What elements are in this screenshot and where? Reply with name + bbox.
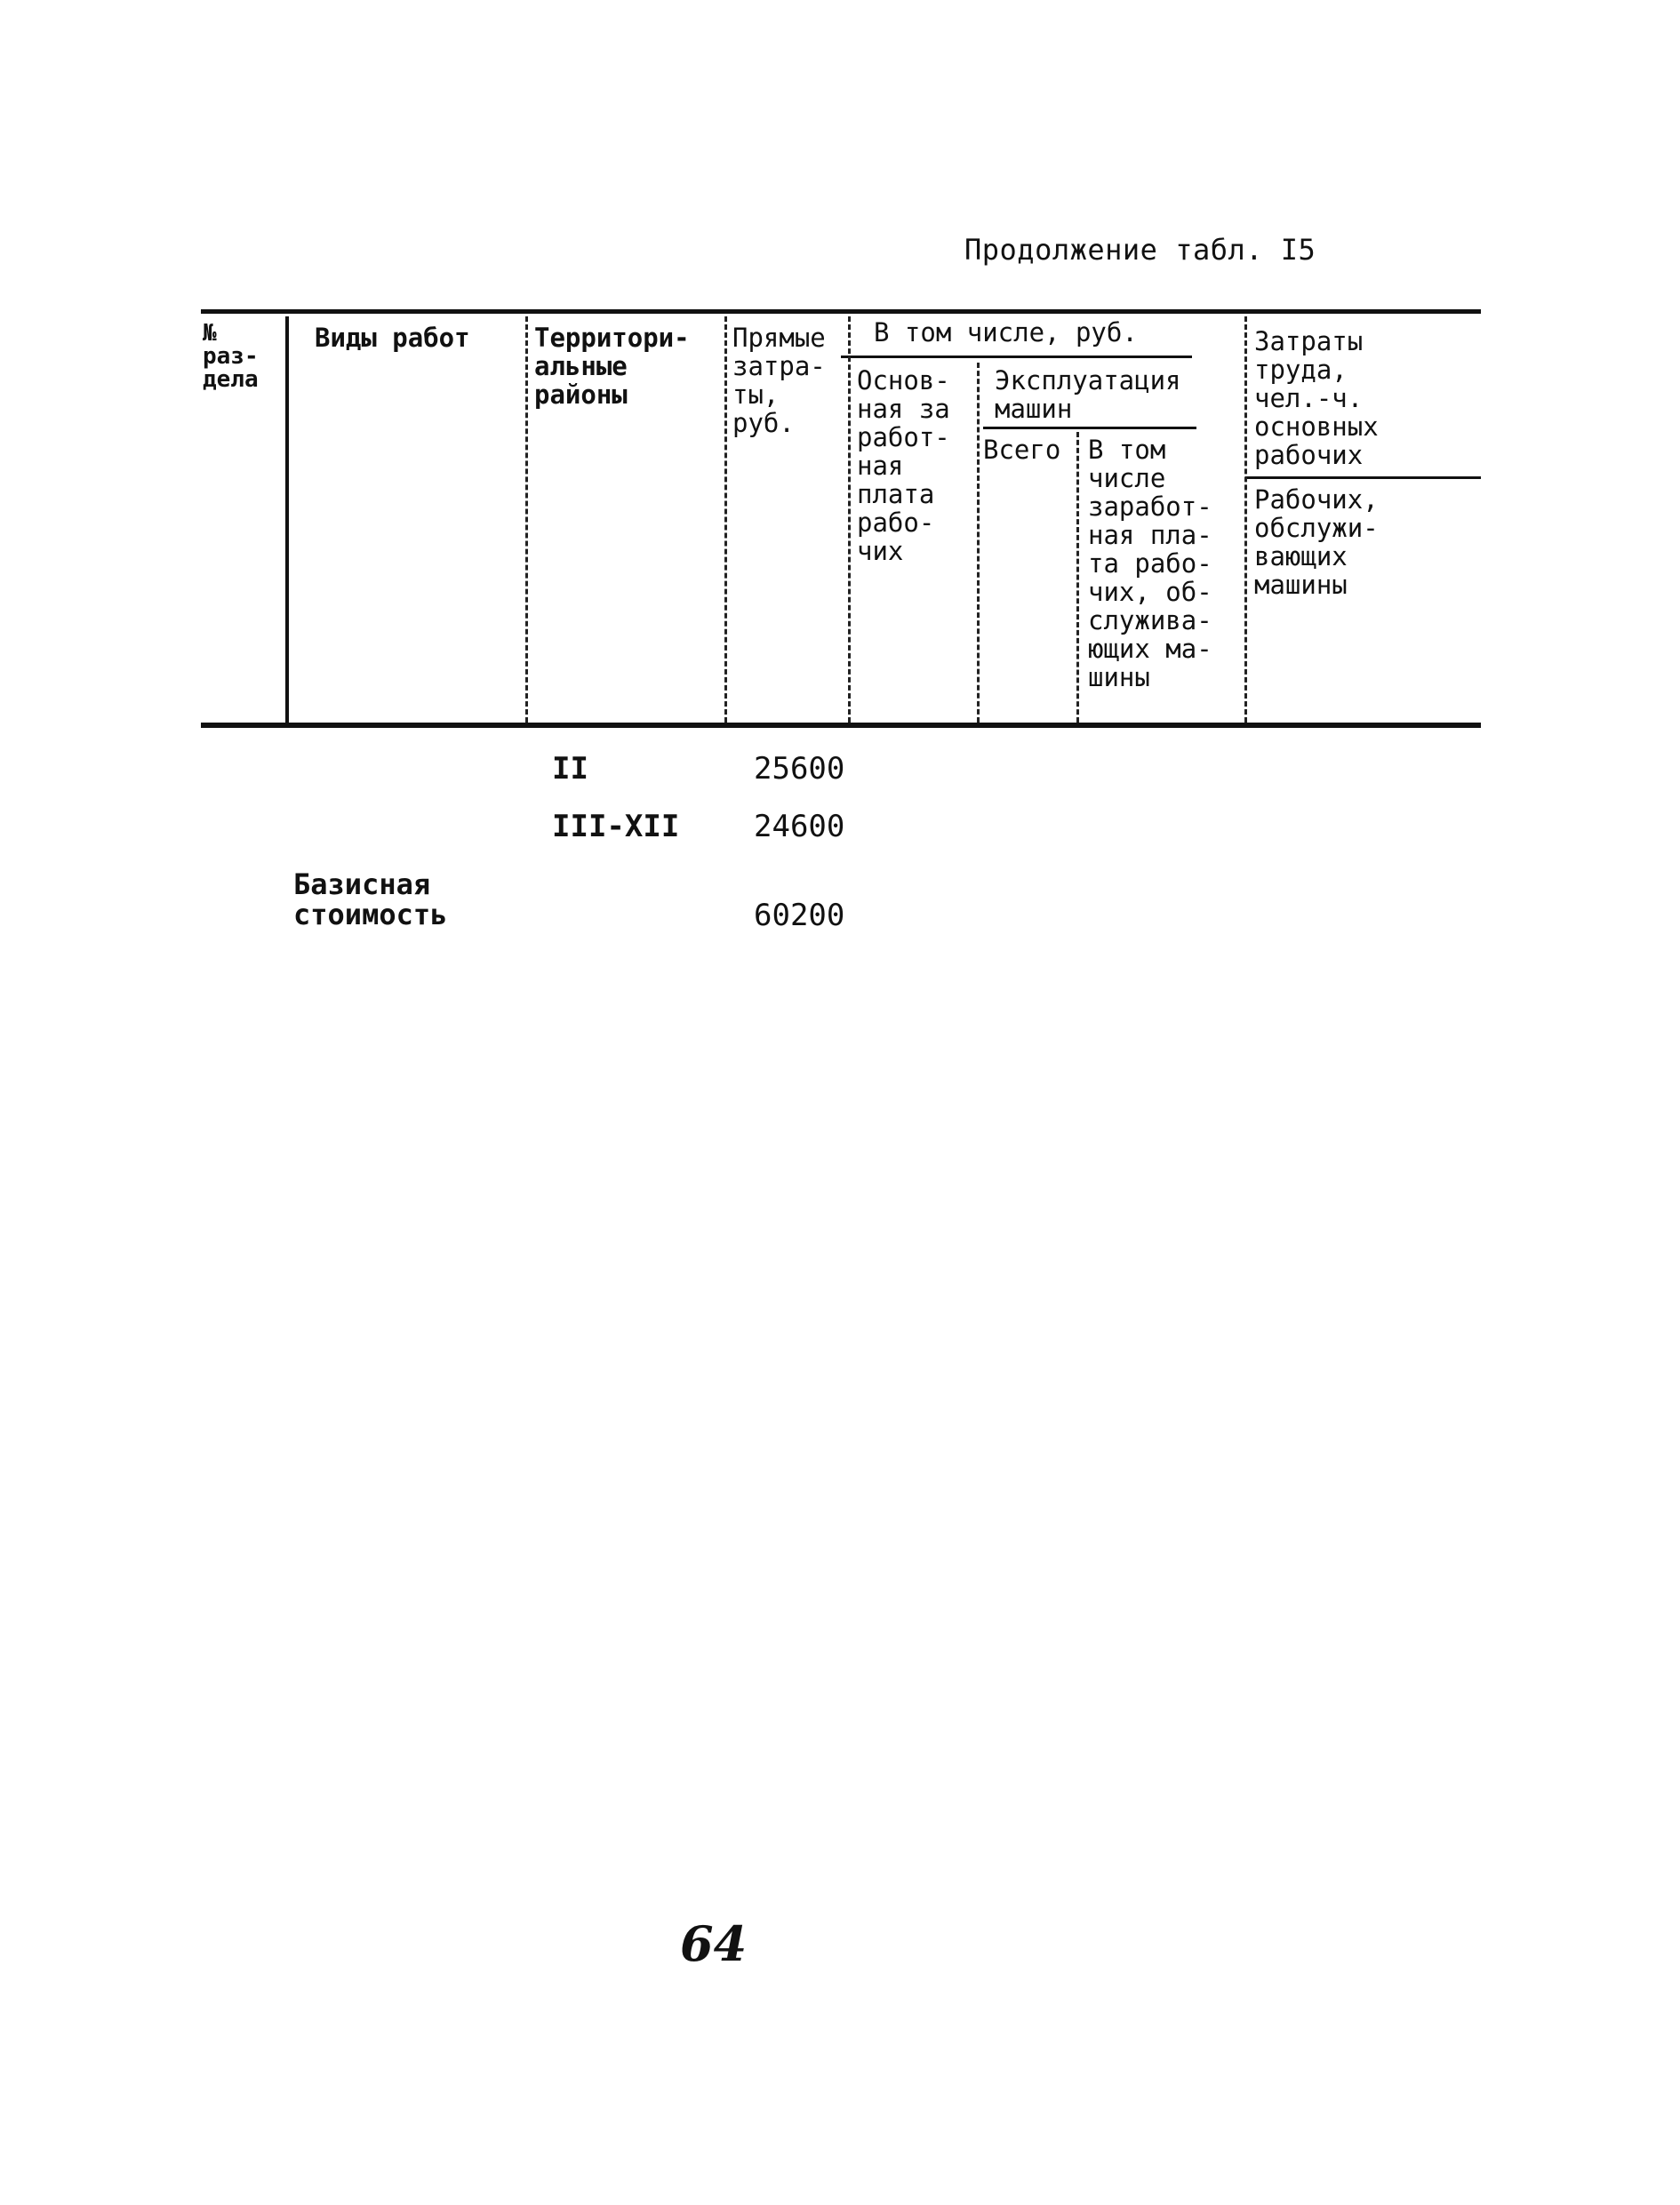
column-divider: [848, 316, 851, 723]
column-divider: [1244, 316, 1247, 723]
column-divider: [285, 316, 289, 723]
column-header-section-number: № раз- дела: [203, 320, 259, 393]
table-row-territory: II: [552, 751, 588, 787]
base-cost-label: Базисная стоимость: [293, 867, 448, 931]
table-row-direct-cost: 24600: [754, 809, 845, 844]
column-header-direct-costs: Прямые затра- ты, руб.: [732, 323, 826, 438]
table-header-bottom-rule: [201, 723, 1481, 728]
table-row-territory: III-XII: [552, 809, 680, 844]
column-header-territorial-regions: Территори- альные районы: [534, 323, 690, 410]
table-continuation-caption: Продолжение табл. I5: [964, 233, 1316, 267]
zatraty-rule: [1245, 476, 1481, 479]
column-divider: [1076, 432, 1079, 723]
column-header-including: В том числе, руб.: [874, 317, 1138, 348]
column-divider: [525, 316, 528, 723]
column-header-base-wages: Основ- ная за работ- ная плата рабо- чих: [857, 365, 950, 566]
column-header-machine-operation: Эксплуатация машин: [995, 365, 1181, 424]
table-header: [201, 309, 1481, 727]
column-header-operator-wages: В том числе заработ- ная пла- та рабо- чих, об- служива- ющих ма- шины: [1088, 435, 1212, 692]
column-header-labor-costs: Затраты труда, чел.-ч. основных рабочих: [1254, 326, 1379, 470]
column-header-machine-workers: Рабочих, обслужи- вающих машины: [1254, 484, 1379, 600]
column-header-total: Всего: [983, 435, 1061, 465]
base-cost-value: 60200: [754, 898, 845, 933]
column-divider: [977, 363, 980, 723]
column-divider: [724, 316, 727, 723]
v-tom-chisle-rule: [841, 356, 1192, 358]
table-row-direct-cost: 25600: [754, 751, 845, 787]
page-number: 64: [680, 1915, 748, 1972]
column-header-work-types: Виды работ: [315, 323, 470, 353]
ekspluatatsiya-rule: [983, 427, 1196, 429]
table-top-rule: [201, 309, 1481, 314]
